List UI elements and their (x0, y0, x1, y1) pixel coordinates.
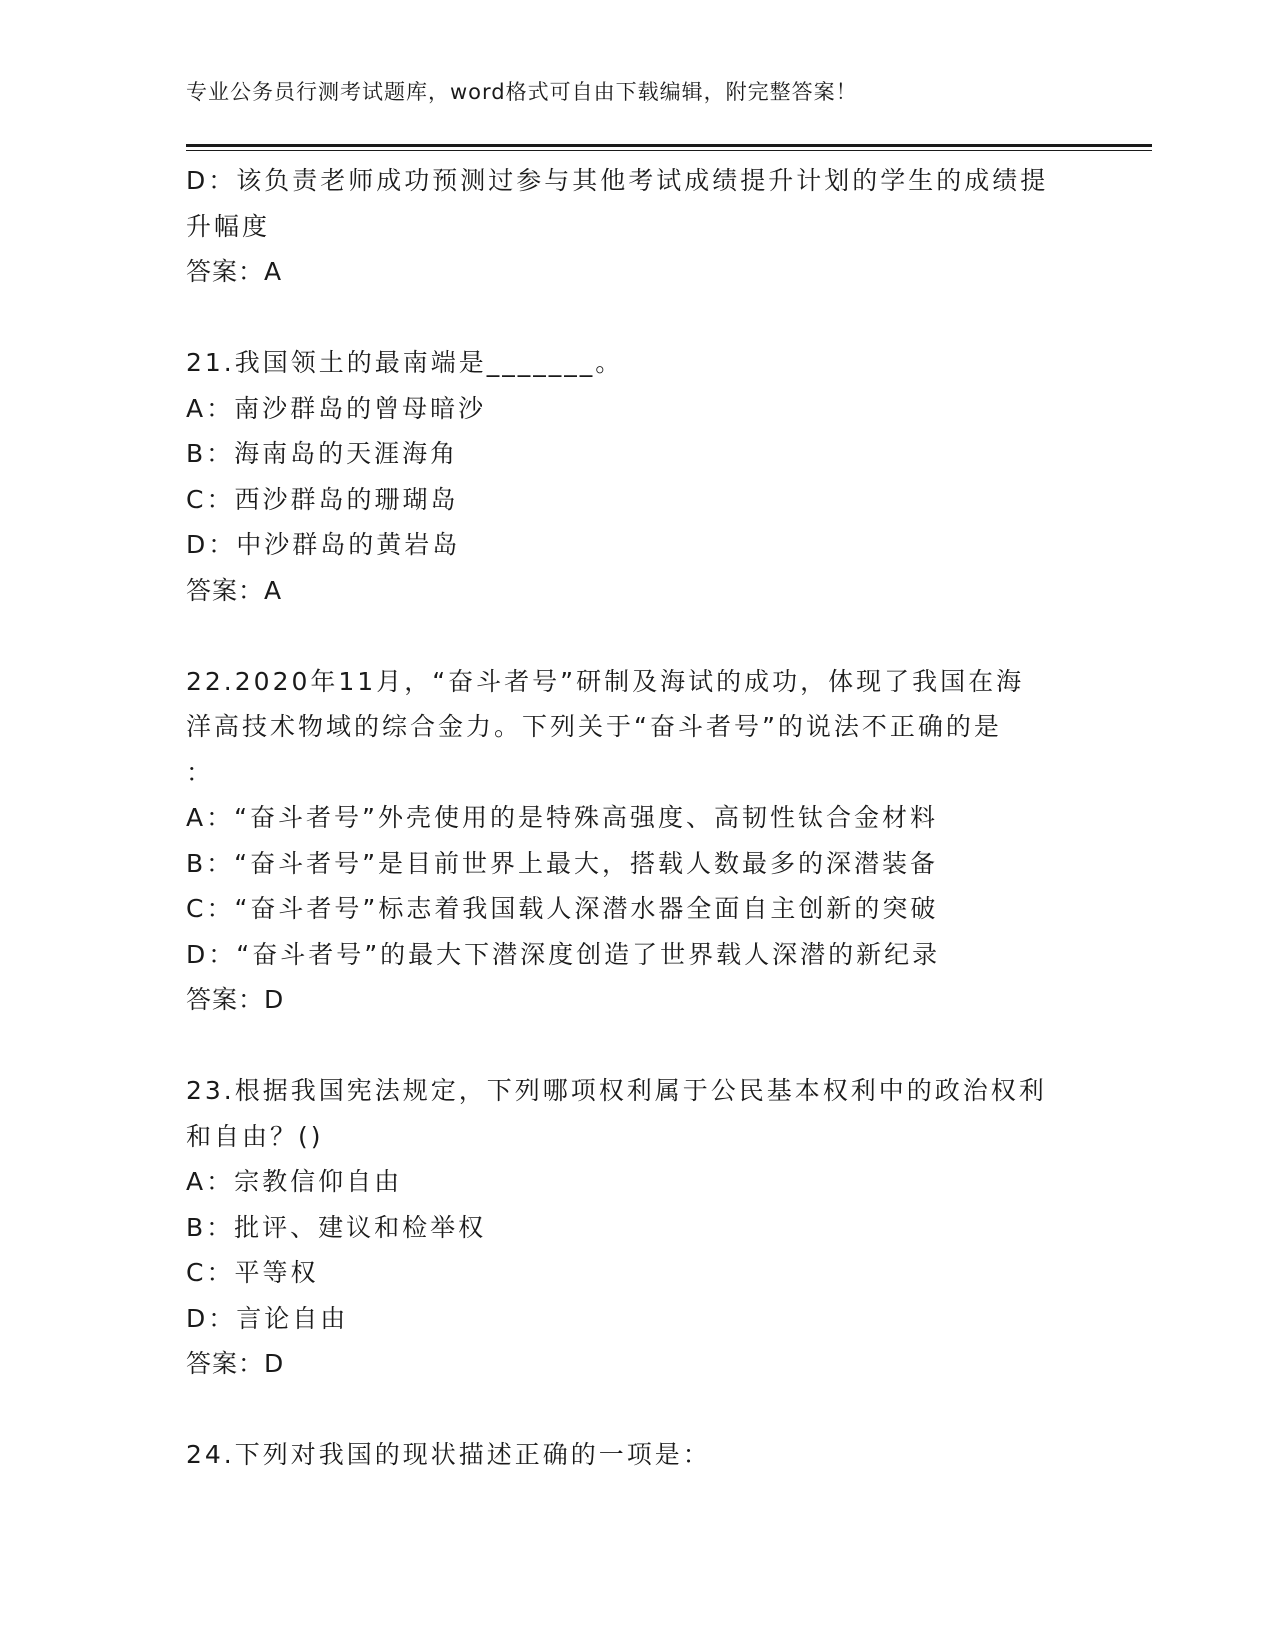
q22-option-d: D：“奋斗者号”的最大下潜深度创造了世界载人深潜的新纪录 (186, 939, 941, 969)
q22-option-b: B：“奋斗者号”是目前世界上最大，搭载人数最多的深潜装备 (186, 848, 939, 878)
prev-answer: 答案：A (186, 257, 283, 286)
q22-stem-line1: 22.2020年11月，“奋斗者号”研制及海试的成功，体现了我国在海 (186, 666, 1025, 696)
q23-option-d: D：言论自由 (186, 1303, 349, 1333)
header-rule-thick (186, 144, 1152, 147)
header-rule-thin (186, 150, 1152, 151)
spacer (186, 295, 1086, 341)
q22-option-a: A：“奋斗者号”外壳使用的是特殊高强度、高韧性钛合金材料 (186, 803, 939, 832)
q21-stem: 21.我国领土的最南端是_______。 (186, 348, 624, 377)
q21-option-d: D：中沙群岛的黄岩岛 (186, 530, 461, 559)
spacer (186, 1023, 1086, 1069)
prev-option-d-line1: D：该负责老师成功预测过参与其他考试成绩提升计划的学生的成绩提 (186, 166, 1049, 195)
page-header: 专业公务员行测考试题库，word格式可自由下载编辑，附完整答案！ (186, 80, 858, 104)
q23-option-c: C：平等权 (186, 1258, 319, 1287)
q22-stem-line3: ： (186, 757, 215, 787)
q22-stem-line2: 洋高技术物域的综合金力。下列关于“奋斗者号”的说法不正确的是 (186, 712, 1002, 741)
q24-stem: 24.下列对我国的现状描述正确的一项是： (186, 1440, 711, 1469)
q22-answer: 答案：D (186, 985, 285, 1014)
q21-option-c: C：西沙群岛的珊瑚岛 (186, 484, 459, 514)
q23-answer: 答案：D (186, 1349, 285, 1378)
prev-option-d-line2: 升幅度 (186, 211, 271, 241)
question-content (186, 158, 1086, 1478)
q23-option-b: B：批评、建议和检举权 (186, 1212, 487, 1242)
spacer (186, 613, 1086, 659)
q21-option-b: B：海南岛的天涯海角 (186, 439, 459, 468)
spacer (186, 1387, 1086, 1433)
q22-option-c: C：“奋斗者号”标志着我国载人深潜水器全面自主创新的突破 (186, 894, 939, 923)
q21-option-a: A：南沙群岛的曾母暗沙 (186, 393, 487, 423)
q21-answer: 答案：A (186, 575, 283, 605)
q23-stem-line2: 和自由？() (186, 1121, 324, 1151)
q23-stem-line1: 23.根据我国宪法规定，下列哪项权利属于公民基本权利中的政治权利 (186, 1076, 1047, 1105)
q23-option-a: A：宗教信仰自由 (186, 1167, 403, 1196)
